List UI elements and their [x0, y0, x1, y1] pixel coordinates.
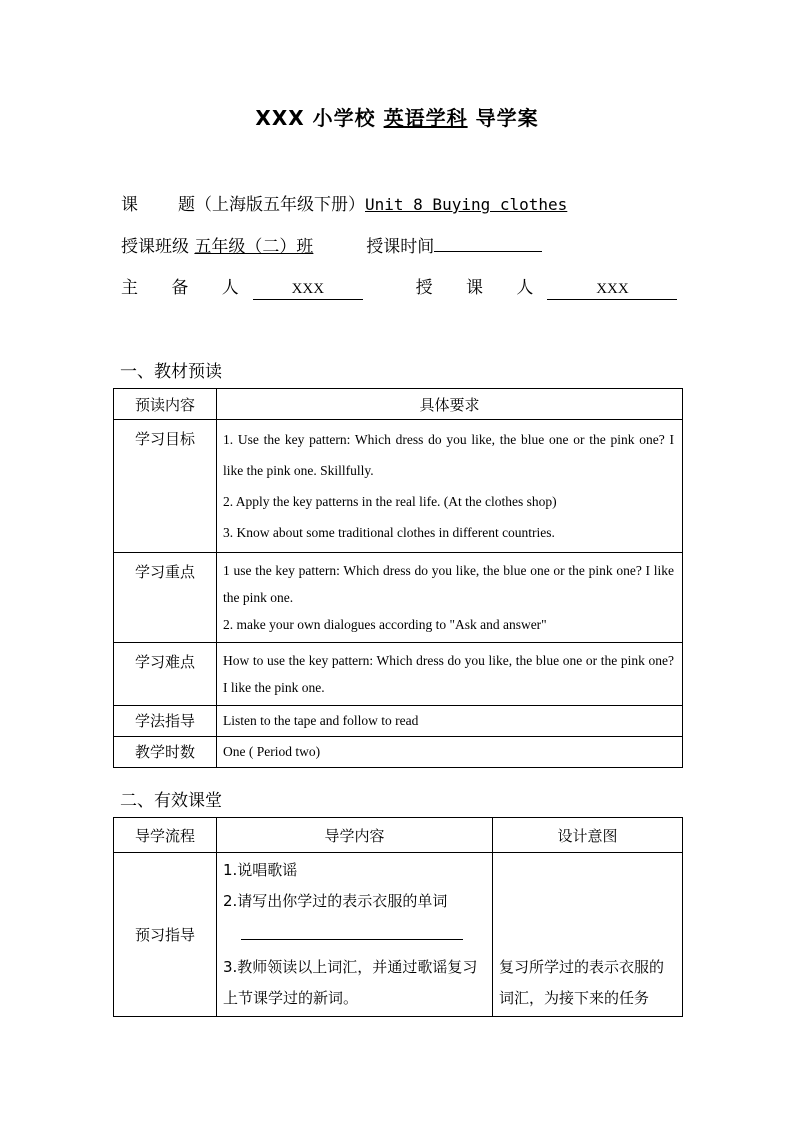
row-label: 学法指导 — [114, 706, 217, 737]
header-intent: 设计意图 — [493, 818, 683, 853]
class-value: 五年级（二）班 — [194, 237, 314, 257]
table-row — [114, 737, 683, 768]
row-intent — [493, 853, 683, 1017]
topic-line — [121, 190, 567, 215]
content-line: One ( Period two) — [223, 744, 321, 759]
teacher-value: XXX — [547, 279, 677, 300]
header-requirements: 具体要求 — [217, 389, 683, 420]
content-line: How to use the key pattern: Which dress do you like, the blue one or the pink one? I like the pink one. — [223, 653, 674, 695]
document-type: 导学案 — [475, 106, 539, 130]
preparer-line — [121, 273, 677, 300]
topic-label-1: 课 — [121, 195, 138, 215]
table-row — [114, 706, 683, 737]
answer-blank[interactable] — [241, 917, 463, 940]
content-line: 2. make your own dialogues according to "Ask and answer" — [223, 617, 547, 632]
topic-value: Unit 8 Buying clothes — [365, 195, 568, 214]
row-content — [217, 643, 683, 706]
row-label: 预习指导 — [114, 853, 217, 1017]
teacher-label: 授 课 人 — [415, 278, 548, 298]
row-content — [217, 420, 683, 553]
header-content: 导学内容 — [217, 818, 493, 853]
table-row — [114, 853, 683, 1017]
content-line: 2. Apply the key patterns in the real life. (At the clothes shop) — [223, 494, 557, 509]
table-header-row — [114, 389, 683, 420]
intent-text: 复习所学过的表示衣服的词汇，为接下来的任务 — [499, 958, 665, 1007]
content-line: 1. Use the key pattern: Which dress do you like, the blue one or the pink one? I like the pink one. Skillfully. — [223, 432, 674, 478]
content-line: 1.说唱歌谣 — [223, 861, 298, 879]
preview-table — [113, 388, 683, 768]
row-label: 学习目标 — [114, 420, 217, 553]
header-process: 导学流程 — [114, 818, 217, 853]
row-label: 学习重点 — [114, 553, 217, 643]
class-line — [121, 232, 542, 257]
class-label: 授课班级 — [121, 237, 189, 257]
subject-name: 英语学科 — [383, 106, 468, 130]
page-title — [0, 102, 794, 131]
table-row — [114, 643, 683, 706]
header-preview-content: 预读内容 — [114, 389, 217, 420]
row-label: 教学时数 — [114, 737, 217, 768]
row-content — [217, 553, 683, 643]
row-label: 学习难点 — [114, 643, 217, 706]
time-value — [434, 251, 542, 252]
table-row — [114, 553, 683, 643]
row-content — [217, 853, 493, 1017]
preparer-value: XXX — [253, 279, 363, 300]
content-line: 2.请写出你学过的表示衣服的单词 — [223, 892, 448, 910]
table-header-row — [114, 818, 683, 853]
content-line: Listen to the tape and follow to read — [223, 713, 419, 728]
content-line: 1 use the key pattern: Which dress do you like, the blue one or the pink one? I like the pink one. — [223, 563, 674, 605]
row-content — [217, 737, 683, 768]
topic-label-2: 题（上海版五年级下册） — [178, 195, 365, 215]
content-line: 3.教师领读以上词汇，并通过歌谣复习上节课学过的新词。 — [223, 958, 478, 1007]
preparer-label: 主 备 人 — [121, 278, 253, 298]
section2-heading: 二、有效课堂 — [120, 791, 222, 811]
classroom-table — [113, 817, 683, 1017]
table-row — [114, 420, 683, 553]
section1-heading: 一、教材预读 — [120, 362, 222, 382]
time-label: 授课时间 — [366, 237, 435, 257]
content-line: 3. Know about some traditional clothes in different countries. — [223, 525, 555, 540]
row-content — [217, 706, 683, 737]
school-name: XXX 小学校 — [255, 106, 376, 130]
